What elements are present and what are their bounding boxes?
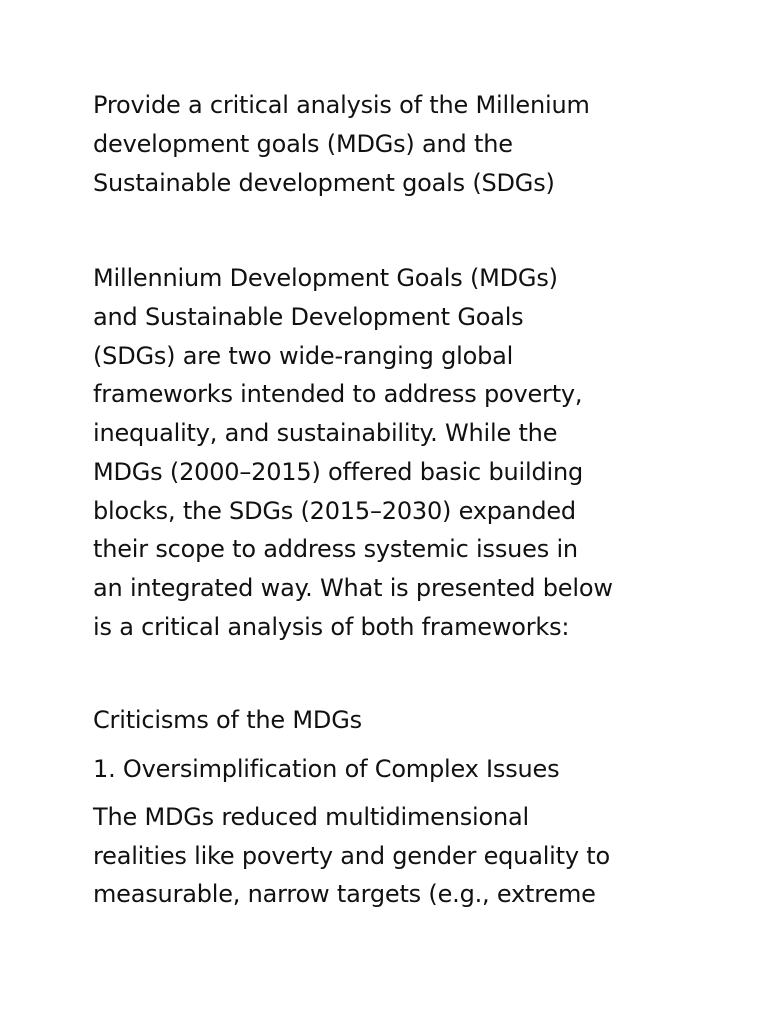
body-line: The MDGs reduced multidimensional (93, 803, 529, 831)
intro-paragraph (93, 259, 733, 647)
intro-line: MDGs (2000–2015) offered basic building (93, 457, 584, 486)
body-paragraph (93, 798, 733, 914)
intro-line: inequality, and sustainability. While the (93, 419, 558, 447)
intro-line: an integrated way. What is presented below (93, 574, 613, 602)
body-line: realities like poverty and gender equality to (93, 841, 610, 870)
intro-line: (SDGs) are two wide-ranging global (93, 341, 514, 370)
intro-line: and Sustainable Development Goals (93, 302, 524, 331)
body-line: measurable, narrow targets (e.g., extreme (93, 880, 596, 908)
intro-line: is a critical analysis of both frameworks: (93, 612, 570, 641)
question-line: development goals (MDGs) and the (93, 129, 513, 158)
question-paragraph (93, 86, 733, 202)
question-line: Sustainable development goals (SDGs) (93, 168, 555, 197)
intro-line: their scope to address systemic issues in (93, 535, 578, 564)
subsection-heading: 1. Oversimplification of Complex Issues (93, 755, 560, 783)
section-heading: Criticisms of the MDGs (93, 706, 362, 734)
intro-line: blocks, the SDGs (2015–2030) expanded (93, 496, 576, 525)
question-line: Provide a critical analysis of the Millenium (93, 91, 590, 119)
intro-line: Millennium Development Goals (MDGs) (93, 264, 558, 292)
intro-line: frameworks intended to address poverty, (93, 380, 583, 409)
